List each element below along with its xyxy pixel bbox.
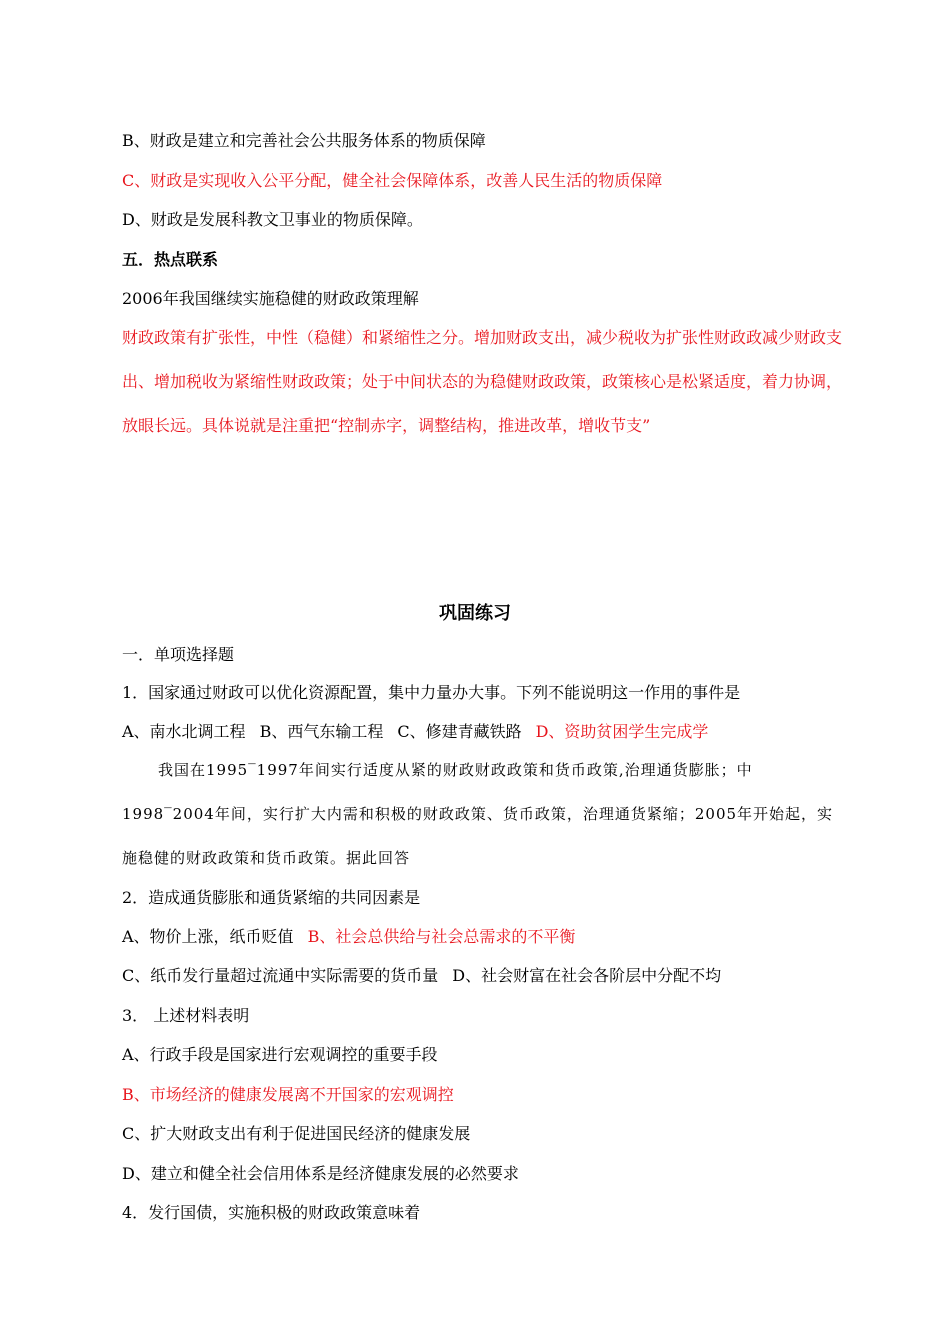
practice-title: 巩固练习 (439, 603, 511, 624)
q2-option-a: A、物价上涨，纸币贬值 (122, 927, 294, 946)
q2-option-b-answer: B、社会总供给与社会总需求的不平衡 (307, 927, 576, 946)
question-1-options (122, 722, 842, 742)
option-c-answer: C、财政是实现收入公平分配，健全社会保障体系，改善人民生活的物质保障 (122, 171, 663, 190)
question-2-stem: 2．造成通货膨胀和通货紧缩的共同因素是 (122, 888, 421, 907)
option-b: B、财政是建立和完善社会公共服务体系的物质保障 (122, 131, 486, 150)
hot-topic-explanation: 财政政策有扩张性，中性（稳健）和紧缩性之分。增加财政支出，减少税收为扩张性财政政减少财政支出、增加税收为紧缩性财政政策；处于中间状态的为稳健财政政策，政策核心是松紧适度，着力协调，放眼长远。具体说就是注重把“控制赤字，调整结构，推进改革，增收节支” (122, 328, 843, 435)
q1-option-a: A、南水北调工程 (122, 722, 246, 741)
q1-option-b: B、西气东输工程 (259, 722, 384, 741)
hot-topic-line: 2006年我国继续实施稳健的财政政策理解 (122, 289, 419, 308)
material-paragraph: 我国在1995‾1997年间实行适度从紧的财政财政政策和货币政策,治理通货膨胀；中1998‾2004年间，实行扩大内需和积极的财政政策、货币政策，治理通货紧缩；2005年开始起，实施稳健的财政政策和货币政策。据此回答 (122, 761, 834, 867)
question-4-stem: 4．发行国债，实施积极的财政政策意味着 (122, 1203, 421, 1222)
q3-option-d: D、建立和健全社会信用体系是经济健康发展的必然要求 (122, 1164, 519, 1183)
question-1-stem: 1．国家通过财政可以优化资源配置，集中力量办大事。下列不能说明这一作用的事件是 (122, 683, 741, 702)
q3-option-a: A、行政手段是国家进行宏观调控的重要手段 (122, 1045, 438, 1064)
part-heading: 一．单项选择题 (122, 645, 235, 664)
q2-option-c: C、纸币发行量超过流通中实际需要的货币量 (122, 966, 439, 985)
option-d: D、财政是发展科教文卫事业的物质保障。 (122, 210, 423, 229)
question-3-stem: 3． 上述材料表明 (122, 1006, 250, 1025)
q1-option-d-answer: D、资助贫困学生完成学 (535, 722, 709, 741)
q3-option-c: C、扩大财政支出有利于促进国民经济的健康发展 (122, 1124, 471, 1143)
section-heading: 五．热点联系 (122, 250, 219, 269)
question-2-options-cd (122, 966, 842, 986)
q3-option-b-answer: B、市场经济的健康发展离不开国家的宏观调控 (122, 1085, 454, 1104)
question-2-options-ab (122, 927, 842, 947)
q2-option-d: D、社会财富在社会各阶层中分配不均 (452, 966, 722, 985)
q1-option-c: C、修建青藏铁路 (397, 722, 522, 741)
